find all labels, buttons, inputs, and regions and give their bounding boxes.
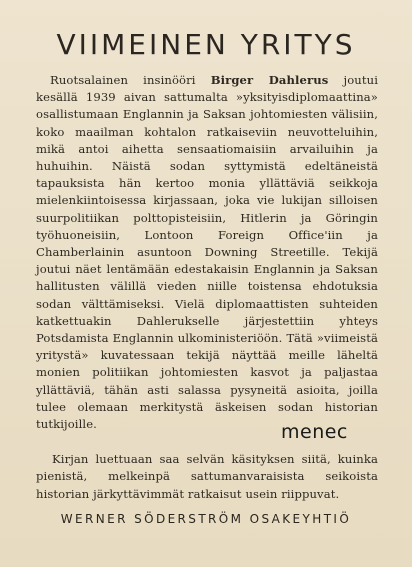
- author-name: Birger Dahlerus: [210, 73, 329, 87]
- paragraph-1-intro: Ruotsalainen insinööri: [50, 73, 196, 87]
- watermark: menec: [281, 421, 348, 443]
- publisher-name: WERNER SÖDERSTRÖM OSAKEYHTIÖ: [60, 512, 352, 526]
- book-title: VIIMEINEN YRITYS: [56, 28, 356, 61]
- paragraph-1-rest: joutui kesällä 1939 aivan sattumalta »yksityisdiplomaattina» osallistumaan Englannin ja Saksan johtomiesten välisiin, koko maailman kohtalon ratkaiseviin neuvotteluihin, mikä antoi aihetta sensaatiomaisiin arvailuihin ja huhuihin. Näistä sodan syttymistä edeltäneistä tapauksista hän kertoo monia yllättäviä seikkoja mielenkiintoisessa kirjassaan, joka vie lukijan silloisen suurpolitiikan polttopisteisiin, Hitlerin ja Göringin työhuoneisiin, Lontoon Foreign Office'iin ja Chamberlainin asuntoon Downing Streetille. Tekijä joutui näet lentämään edestakaisin Englannin ja Saksan hallitusten välillä vieden niille toistensa ehdotuksia sodan välttämiseksi. Vielä diplomaattisten suhteiden katkettuakin Dahlerukselle järjestettiin yhteys Potsdamista Englannin ulkoministeriöön. Tätä »viimeistä yritystä» kuvatessaan tekijä näyttää meille läheltä monien politiikan johtomiesten kasvot ja paljastaa yllättäviä, tähän asti salassa pysyneitä asioita, joilla tulee olemaan merkitystä äskeisen sodan historian tutkijoille.: [36, 73, 379, 432]
- blurb-paragraph-1: [36, 72, 378, 433]
- blurb-paragraph-2: Kirjan luettuaan saa selvän käsityksen siitä, kuinka pienistä, melkeinpä sattumanvaraisista seikoista historian järkyttävimmät ratkaisut usein riippuvat.: [36, 452, 378, 501]
